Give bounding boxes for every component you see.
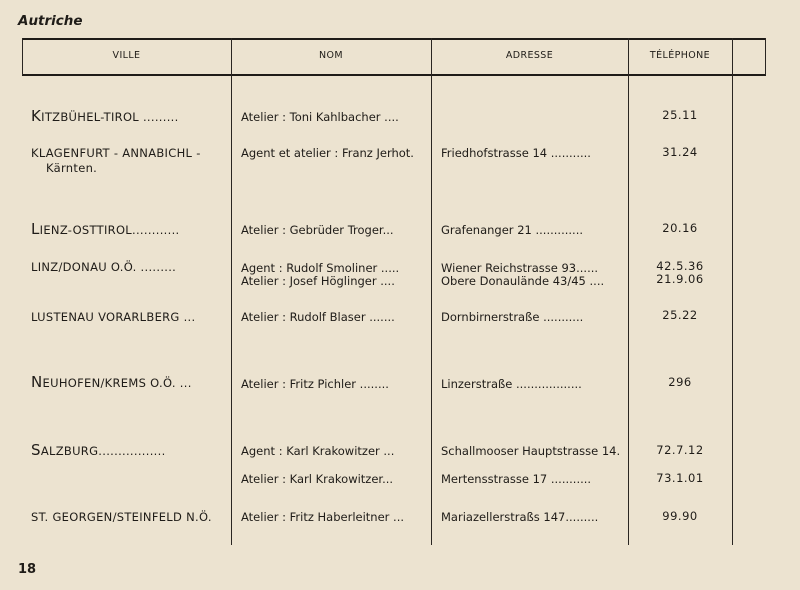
- ville-cell: [31, 443, 166, 458]
- ville-initial: L: [31, 220, 40, 238]
- column-divider: [628, 38, 629, 545]
- nom-cell: Agent : Karl Krakowitzer ...: [241, 444, 395, 458]
- ville-cell: LINZ/DONAU O.Ö. .........: [31, 260, 177, 274]
- ville-cell: LUSTENAU VORARLBERG ...: [31, 310, 196, 324]
- column-divider: [431, 38, 432, 545]
- adresse-cell: Wiener Reichstrasse 93......: [441, 261, 599, 275]
- adresse-cell: Friedhofstrasse 14 ...........: [441, 146, 591, 160]
- nom-cell: Atelier : Karl Krakowitzer...: [241, 472, 394, 486]
- tel-cell: 20.16: [662, 221, 698, 235]
- tel-cell: 31.24: [662, 145, 698, 159]
- ville-cell: ST. GEORGEN/STEINFELD N.Ö.: [31, 510, 212, 524]
- ville-cell: KLAGENFURT - ANNABICHL -: [31, 146, 201, 160]
- column-divider: [765, 38, 766, 75]
- adresse-cell: Schallmooser Hauptstrasse 14.: [441, 444, 621, 458]
- nom-cell: Agent et atelier : Franz Jerhot.: [241, 146, 414, 160]
- adresse-cell: Mertensstrasse 17 ...........: [441, 472, 592, 486]
- adresse-cell: Mariazellerstraßs 147.........: [441, 510, 599, 524]
- header-adresse: ADRESSE: [505, 50, 554, 61]
- ville-initial: K: [31, 107, 42, 125]
- tel-cell: 25.22: [662, 308, 698, 322]
- ville-cell: [31, 109, 179, 124]
- tel-cell: 73.1.01: [656, 471, 704, 485]
- tel-cell: 296: [668, 375, 692, 389]
- column-divider: [231, 38, 232, 545]
- ville-rest: ITZBÜHEL-TIROL .........: [41, 110, 179, 124]
- ville-rest: EUHOFEN/KREMS O.Ö. ...: [42, 376, 192, 390]
- tel-cell: 25.11: [662, 108, 698, 122]
- ville-cell: [31, 375, 192, 390]
- page-number: 18: [18, 562, 37, 577]
- table-top-rule: [22, 38, 766, 40]
- nom-cell: Atelier : Fritz Pichler ........: [241, 377, 389, 391]
- adresse-cell: Dornbirnerstraße ...........: [441, 310, 584, 324]
- nom-cell: Atelier : Gebrüder Troger...: [241, 223, 394, 237]
- ville-cell-line2: Kärnten.: [46, 161, 98, 175]
- nom-cell: Atelier : Rudolf Blaser .......: [241, 310, 395, 324]
- header-telephone: TÉLÉPHONE: [649, 50, 711, 61]
- table-header-rule: [22, 74, 766, 76]
- ville-rest: IENZ-OSTTIROL............: [39, 223, 180, 237]
- ville-initial: N: [31, 373, 43, 391]
- nom-cell: Atelier : Fritz Haberleitner ...: [241, 510, 405, 524]
- tel-cell: 72.7.12: [656, 443, 704, 457]
- tel-cell: 42.5.36: [656, 259, 704, 273]
- adresse-cell-line2: Obere Donaulände 43/45 ....: [441, 274, 605, 288]
- tel-cell-line2: 21.9.06: [656, 272, 704, 286]
- nom-cell: Agent : Rudolf Smoliner .....: [241, 261, 400, 275]
- header-ville: VILLE: [112, 50, 141, 61]
- country-title: Autriche: [18, 13, 83, 29]
- adresse-cell: Grafenanger 21 .............: [441, 223, 584, 237]
- ville-cell: [31, 222, 179, 237]
- tel-cell: 99.90: [662, 509, 698, 523]
- nom-cell-line2: Atelier : Josef Höglinger ....: [241, 274, 395, 288]
- ville-rest: ALZBURG.................: [40, 444, 166, 458]
- adresse-cell: Linzerstraße ..................: [441, 377, 582, 391]
- ville-initial: S: [31, 441, 41, 459]
- column-divider: [732, 38, 733, 545]
- header-nom: NOM: [319, 50, 343, 61]
- nom-cell: Atelier : Toni Kahlbacher ....: [241, 110, 399, 124]
